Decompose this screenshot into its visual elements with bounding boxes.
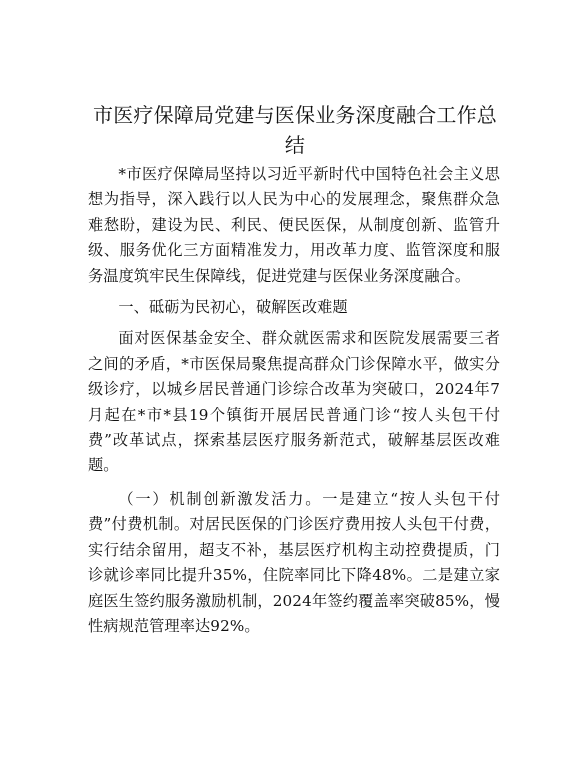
document-body (88, 162, 500, 639)
section-heading: 一、砥砺为民初心，破解医改难题 (118, 298, 348, 317)
subsection-paragraph: （一）机制创新激发活力。一是建立“按人头包干付费”付费机制。对居民医保的门诊医疗费用按人头包干付费，实行结余留用，超支不补，基层医疗机构主动控费提质，门诊就诊率同比提升35%，住院率同比下降48%。二是建立家庭医生签约服务激励机制，2024年签约覆盖率突破85%，慢性病规范管理率达92%。 (88, 489, 500, 635)
document-title: 市医疗保障局党建与医保业务深度融合工作总结 (93, 103, 497, 157)
intro-paragraph: *市医疗保障局坚持以习近平新时代中国特色社会主义思想为指导，深入践行以人民为中心的发展理念，聚焦群众急难愁盼，建设为民、利民、便民医保，从制度创新、监管升级、服务优化三方面精准发力，用改革力度、监管深度和服务温度筑牢民生保障线，促进党建与医保业务深度融合。 (88, 165, 500, 285)
body-paragraph: 面对医保基金安全、群众就医需求和医院发展需要三者之间的矛盾，*市医保局聚焦提高群众门诊保障水平，做实分级诊疗，以城乡居民普通门诊综合改革为突破口，2024年7月起在*市*县19个镇街开展居民普通门诊“按人头包干付费”改革试点，探索基层医疗服务新范式，破解基层医改难题。 (88, 329, 500, 475)
